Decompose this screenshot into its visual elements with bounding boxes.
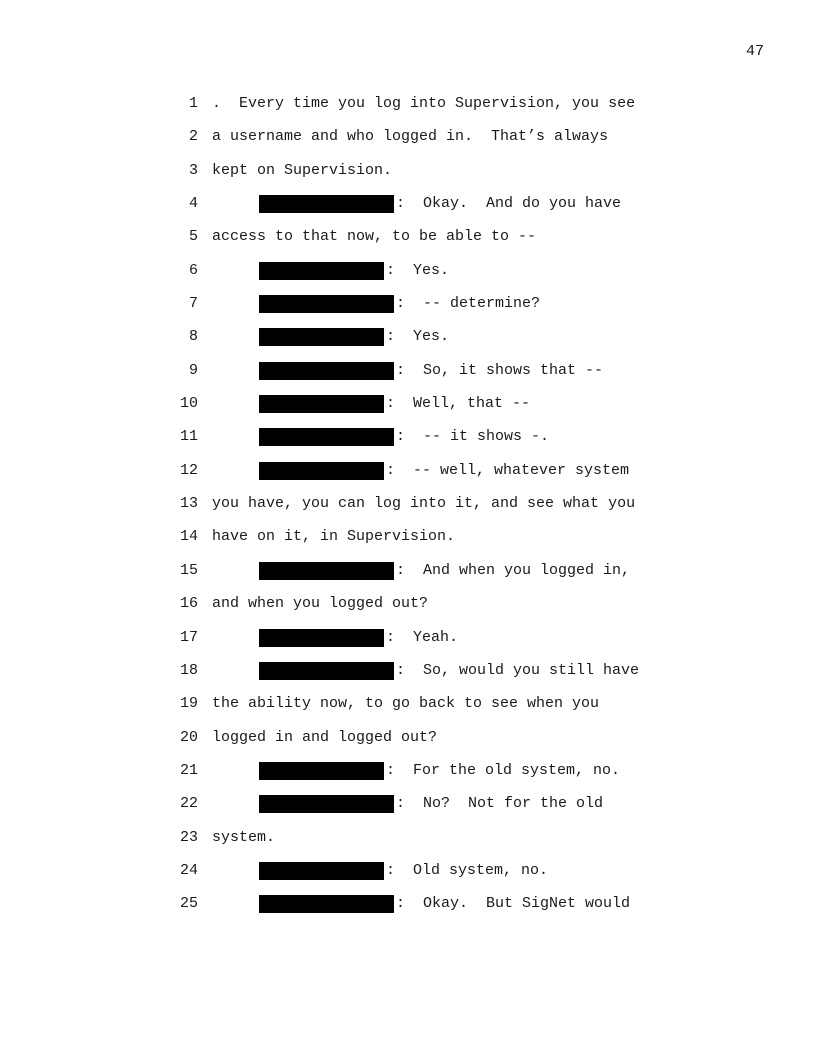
line-text: access to that now, to be able to -- bbox=[212, 228, 537, 246]
line-number: 20 bbox=[179, 728, 198, 746]
speaker-redaction bbox=[259, 262, 384, 280]
speaker-redaction bbox=[259, 428, 394, 446]
line-text: logged in and logged out? bbox=[212, 728, 438, 746]
speech-text: : For the old system, no. bbox=[386, 761, 621, 779]
transcript-line bbox=[150, 227, 710, 260]
line-text: and when you logged out? bbox=[212, 595, 429, 613]
speech-text: : Yes. bbox=[386, 261, 450, 279]
line-number: 17 bbox=[179, 628, 198, 646]
transcript-line bbox=[150, 327, 710, 360]
speaker-redaction bbox=[259, 795, 394, 813]
line-number: 8 bbox=[188, 328, 198, 346]
speech-text: : -- determine? bbox=[396, 295, 541, 313]
speaker-redaction bbox=[259, 462, 384, 480]
line-number: 12 bbox=[179, 461, 198, 479]
speaker-redaction bbox=[259, 362, 394, 380]
transcript-line bbox=[150, 261, 710, 294]
transcript-line bbox=[150, 394, 710, 427]
transcript-line bbox=[150, 761, 710, 794]
line-text: kept on Supervision. bbox=[212, 161, 393, 179]
line-number: 14 bbox=[179, 528, 198, 546]
line-text: a username and who logged in. That’s always bbox=[212, 128, 609, 146]
speaker-redaction bbox=[259, 562, 394, 580]
line-number: 15 bbox=[179, 561, 198, 579]
line-number: 22 bbox=[179, 795, 198, 813]
transcript-line bbox=[150, 427, 710, 460]
speech-text: : And when you logged in, bbox=[396, 561, 631, 579]
transcript-body bbox=[150, 94, 710, 928]
transcript-line bbox=[150, 894, 710, 927]
transcript-line bbox=[150, 694, 710, 727]
line-text: you have, you can log into it, and see what you bbox=[212, 495, 636, 513]
speaker-redaction bbox=[259, 629, 384, 647]
line-number: 10 bbox=[179, 395, 198, 413]
speech-text: : -- it shows -. bbox=[396, 428, 550, 446]
speech-text: : So, it shows that -- bbox=[396, 361, 604, 379]
speaker-redaction bbox=[259, 895, 394, 913]
speech-text: : -- well, whatever system bbox=[386, 461, 630, 479]
transcript-line bbox=[150, 94, 710, 127]
transcript-line bbox=[150, 194, 710, 227]
speech-text: : So, would you still have bbox=[396, 661, 640, 679]
line-number: 2 bbox=[188, 128, 198, 146]
transcript-line bbox=[150, 728, 710, 761]
line-text: the ability now, to go back to see when you bbox=[212, 695, 600, 713]
transcript-line bbox=[150, 361, 710, 394]
speech-text: : Okay. And do you have bbox=[396, 195, 622, 213]
line-number: 25 bbox=[179, 895, 198, 913]
line-number: 1 bbox=[188, 95, 198, 112]
line-number: 4 bbox=[188, 195, 198, 213]
line-text: . Every time you log into Supervision, you see bbox=[212, 95, 636, 112]
line-number: 21 bbox=[179, 761, 198, 779]
transcript-line bbox=[150, 294, 710, 327]
transcript-line bbox=[150, 794, 710, 827]
transcript-line bbox=[150, 628, 710, 661]
speaker-redaction bbox=[259, 395, 384, 413]
line-text: have on it, in Supervision. bbox=[212, 528, 456, 546]
speaker-redaction bbox=[259, 762, 384, 780]
transcript-line bbox=[150, 161, 710, 194]
speaker-redaction bbox=[259, 295, 394, 313]
line-number: 18 bbox=[179, 661, 198, 679]
transcript-line bbox=[150, 828, 710, 861]
line-number: 16 bbox=[179, 595, 198, 613]
line-number: 9 bbox=[188, 361, 198, 379]
transcript-line bbox=[150, 561, 710, 594]
line-number: 11 bbox=[179, 428, 198, 446]
speaker-redaction bbox=[259, 195, 394, 213]
speech-text: : Old system, no. bbox=[386, 861, 549, 879]
transcript-line bbox=[150, 594, 710, 627]
page-number: 47 bbox=[745, 43, 764, 60]
speech-text: : Yeah. bbox=[386, 628, 459, 646]
transcript-line bbox=[150, 461, 710, 494]
transcript-line bbox=[150, 527, 710, 560]
transcript-line bbox=[150, 494, 710, 527]
speaker-redaction bbox=[259, 662, 394, 680]
speaker-redaction bbox=[259, 328, 384, 346]
speech-text: : Yes. bbox=[386, 328, 450, 346]
transcript-line bbox=[150, 861, 710, 894]
line-number: 23 bbox=[179, 828, 198, 846]
speech-text: : Okay. But SigNet would bbox=[396, 895, 631, 913]
line-number: 3 bbox=[188, 161, 198, 179]
line-text: system. bbox=[212, 828, 276, 846]
speaker-redaction bbox=[259, 862, 384, 880]
transcript-line bbox=[150, 127, 710, 160]
line-number: 7 bbox=[188, 295, 198, 313]
line-number: 5 bbox=[188, 228, 198, 246]
line-number: 19 bbox=[179, 695, 198, 713]
speech-text: : No? Not for the old bbox=[396, 795, 604, 813]
line-number: 13 bbox=[179, 495, 198, 513]
speech-text: : Well, that -- bbox=[386, 395, 531, 413]
line-number: 24 bbox=[179, 861, 198, 879]
transcript-line bbox=[150, 661, 710, 694]
line-number: 6 bbox=[188, 261, 198, 279]
